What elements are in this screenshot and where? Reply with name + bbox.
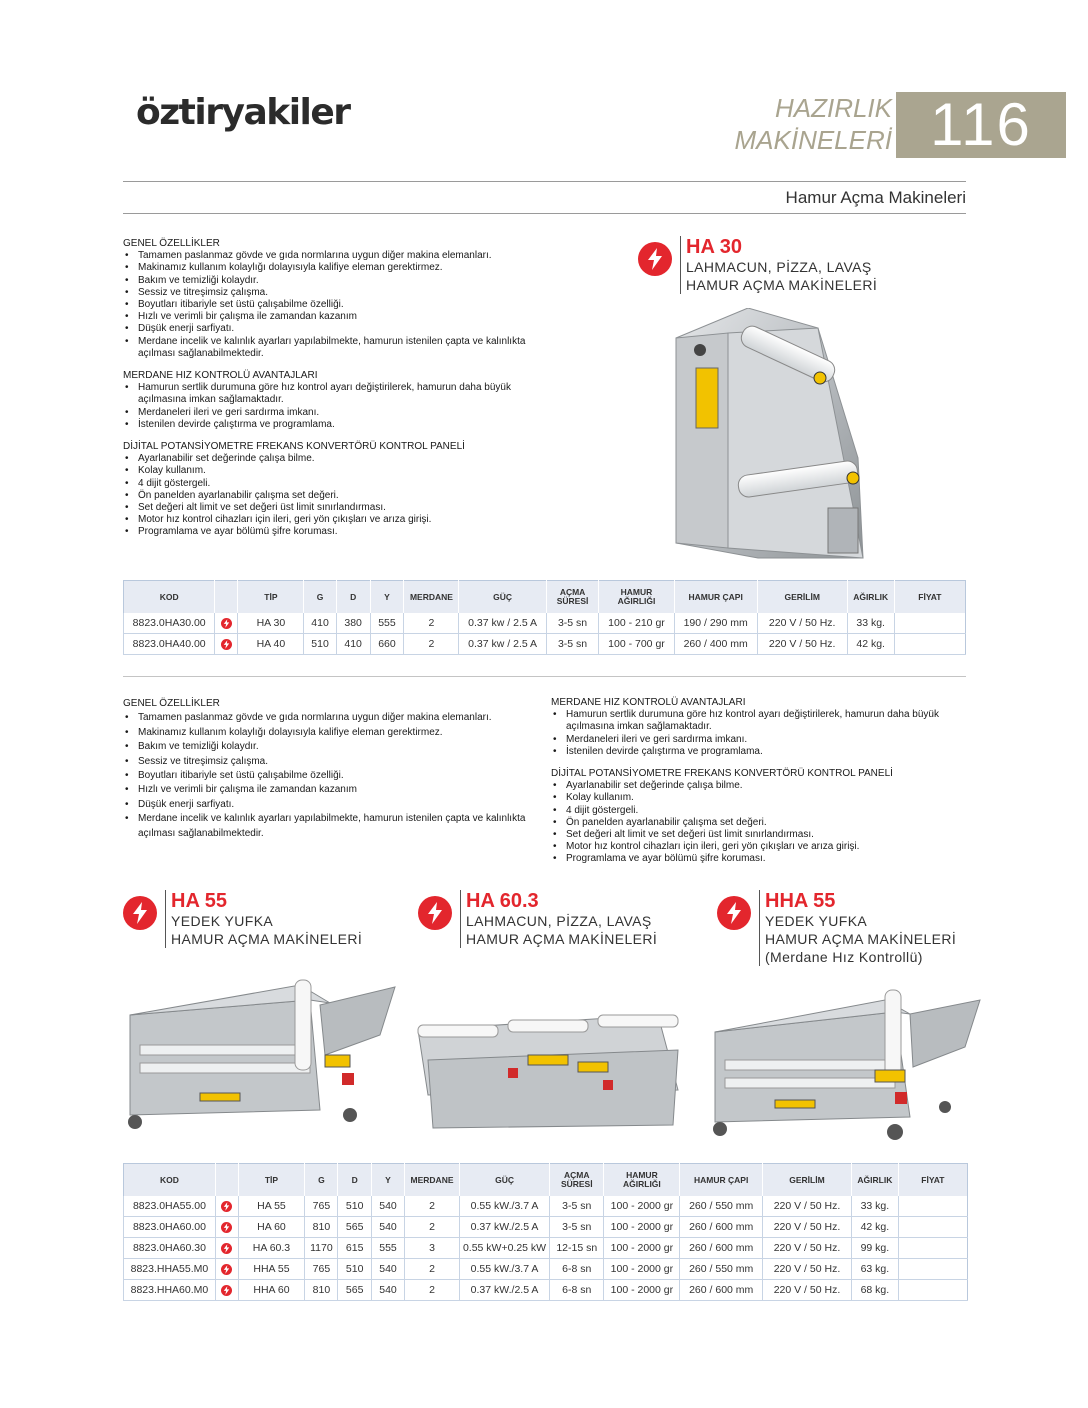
table-cell: 100 - 2000 gr	[604, 1280, 680, 1301]
table-cell: 565	[338, 1280, 371, 1301]
table-header-cell	[215, 1164, 238, 1197]
product-line-1: YEDEK YUFKA	[171, 913, 274, 929]
general-features-title: GENEL ÖZELLİKLER	[123, 238, 220, 249]
feature-item: • Merdane incelik ve kalınlık ayarları yapılabilmekte, hamurun istenilen çapta ve kalınlıkta açılması sağlanabilmektedir.	[123, 812, 543, 841]
lightning-icon	[221, 618, 232, 629]
table-cell: 8823.0HA60.30	[124, 1238, 216, 1259]
feature-item: • Tamamen paslanmaz gövde ve gıda normlarına uygun diğer makina elemanları.	[123, 250, 543, 262]
machine-image-ha60-3	[408, 1000, 698, 1140]
table-cell: 220 V / 50 Hz.	[762, 1238, 851, 1259]
table-header-cell: G	[304, 581, 336, 614]
table-cell: 510	[304, 634, 336, 655]
table-cell	[898, 1217, 967, 1238]
feature-item: • Hamurun sertlik durumuna göre hız kontrol ayarı değiştirilerek, hamurun daha büyük açılmasına imkan sağlamaktadır.	[551, 709, 951, 733]
table-cell: 540	[371, 1259, 404, 1280]
divider	[123, 213, 966, 214]
brand-logo: öztiryakiler	[136, 92, 350, 133]
table-cell: 2	[404, 634, 459, 655]
table-cell: HA 55	[238, 1196, 305, 1217]
table-header-cell: TİP	[238, 581, 304, 614]
page-number: 116	[896, 92, 1066, 158]
table-cell	[898, 1259, 967, 1280]
general-features-list	[123, 250, 543, 360]
table-cell: 8823.HHA60.M0	[124, 1280, 216, 1301]
feature-item: • Kolay kullanım.	[551, 792, 951, 804]
table-cell: 540	[371, 1280, 404, 1301]
product-heading-ha55	[123, 890, 362, 948]
table-cell: 3-5 sn	[546, 613, 599, 634]
table-cell: 555	[371, 1238, 404, 1259]
feature-item: • Makinamız kullanım kolaylığı dolayısıyla kalifiye eleman gerektirmez.	[123, 726, 543, 740]
table-cell: 380	[336, 613, 370, 634]
table-cell	[215, 1217, 238, 1238]
product-code: HA 60.3	[466, 890, 539, 912]
product-line-1: YEDEK YUFKA	[765, 913, 868, 929]
category-line-1: HAZIRLIK	[774, 93, 892, 123]
table-cell: HA 60.3	[238, 1238, 305, 1259]
table-row	[124, 613, 966, 634]
table-cell	[215, 1280, 238, 1301]
table-cell: 6-8 sn	[550, 1280, 604, 1301]
table-cell: HA 40	[238, 634, 304, 655]
bottom-right-features	[551, 697, 951, 876]
product-heading-ha60-3	[418, 890, 657, 948]
feature-item: • Merdaneleri ileri ve geri sardırma imkanı.	[551, 734, 951, 746]
table-cell: 260 / 600 mm	[680, 1217, 763, 1238]
table-cell: 765	[305, 1259, 338, 1280]
table-header-cell: GERİLİM	[762, 1164, 851, 1197]
table-cell	[898, 1196, 967, 1217]
table-cell: 3-5 sn	[550, 1196, 604, 1217]
table-cell: 63 kg.	[852, 1259, 899, 1280]
table-cell: 410	[336, 634, 370, 655]
table-cell: 99 kg.	[852, 1238, 899, 1259]
table-header-cell: KOD	[124, 1164, 216, 1197]
table-cell	[215, 1238, 238, 1259]
table-header-cell: GERİLİM	[757, 581, 847, 614]
table-header-cell: GÜÇ	[459, 581, 546, 614]
table-cell	[215, 1259, 238, 1280]
table-cell: 540	[371, 1196, 404, 1217]
table-cell: 260 / 600 mm	[680, 1238, 763, 1259]
table-header-cell: D	[336, 581, 370, 614]
feature-item: • 4 dijit göstergeli.	[123, 478, 543, 490]
table-cell: 6-8 sn	[550, 1259, 604, 1280]
feature-item: • Bakım ve temizliği kolaydır.	[123, 275, 543, 287]
table-cell: 0.37 kW./2.5 A	[459, 1280, 549, 1301]
table-cell: 260 / 550 mm	[680, 1196, 763, 1217]
table-cell: 765	[305, 1196, 338, 1217]
table-cell: 100 - 2000 gr	[604, 1217, 680, 1238]
feature-item: • Ayarlanabilir set değerinde çalışa bilme.	[551, 780, 951, 792]
lightning-icon	[717, 896, 751, 930]
table-cell: 810	[305, 1280, 338, 1301]
feature-item: • Sessiz ve titreşimsiz çalışma.	[123, 755, 543, 769]
section-title: Hamur Açma Makineleri	[785, 188, 966, 207]
table-cell: HA 30	[238, 613, 304, 634]
lightning-icon	[221, 1264, 232, 1275]
bottom-general-features	[123, 697, 543, 851]
table-cell: 540	[371, 1217, 404, 1238]
feature-item: • Ön panelden ayarlanabilir çalışma set değeri.	[551, 817, 951, 829]
category-line-2: MAKİNELERİ	[734, 125, 892, 155]
table-header-cell: FİYAT	[898, 1164, 967, 1197]
table-cell: 220 V / 50 Hz.	[762, 1280, 851, 1301]
feature-item: • Hızlı ve verimli bir çalışma ile zamandan kazanım	[123, 783, 543, 797]
feature-item: • Bakım ve temizliği kolaydır.	[123, 740, 543, 754]
feature-item: • Sessiz ve titreşimsiz çalışma.	[123, 287, 543, 299]
table-cell: 100 - 700 gr	[599, 634, 674, 655]
table-cell: 8823.HHA55.M0	[124, 1259, 216, 1280]
product-line-1: LAHMACUN, PİZZA, LAVAŞ	[466, 913, 652, 929]
table-cell: 565	[338, 1217, 371, 1238]
lightning-icon	[221, 639, 232, 650]
product-code: HHA 55	[765, 890, 836, 912]
top-features	[123, 238, 543, 549]
table-cell	[894, 613, 965, 634]
table-header-cell: AÇMA SÜRESİ	[546, 581, 599, 614]
table-cell: 2	[405, 1217, 460, 1238]
divider	[123, 181, 966, 182]
table-cell: 8823.0HA60.00	[124, 1217, 216, 1238]
table-cell: 260 / 550 mm	[680, 1259, 763, 1280]
table-cell: 68 kg.	[852, 1280, 899, 1301]
table-cell	[215, 1196, 238, 1217]
table-cell: 2	[405, 1259, 460, 1280]
table-row	[124, 634, 966, 655]
table-cell: 42 kg.	[852, 1217, 899, 1238]
table-header-cell: AĞIRLIK	[847, 581, 894, 614]
digital-panel-list	[123, 453, 543, 538]
table-cell: 100 - 210 gr	[599, 613, 674, 634]
spec-table-1	[123, 580, 966, 655]
feature-item: • Boyutları itibariyle set üstü çalışabilme özelliği.	[123, 299, 543, 311]
table-cell: 510	[338, 1196, 371, 1217]
product-heading-hha55	[717, 890, 956, 966]
table-cell: 2	[404, 613, 459, 634]
general-features-list	[123, 711, 543, 841]
table-header-cell: G	[305, 1164, 338, 1197]
table-cell: 220 V / 50 Hz.	[762, 1259, 851, 1280]
table-cell: 2	[405, 1280, 460, 1301]
feature-item: • Programlama ve ayar bölümü şifre koruması.	[551, 853, 951, 865]
product-line-2: HAMUR AÇMA MAKİNELERİ	[686, 277, 878, 293]
table-header-cell: KOD	[124, 581, 215, 614]
feature-item: • Merdane incelik ve kalınlık ayarları yapılabilmekte, hamurun istenilen çapta ve kalınlıkta açılması sağlanabilmektedir.	[123, 336, 543, 360]
table-header-cell: HAMUR AĞIRLIĞI	[599, 581, 674, 614]
feature-item: • Hamurun sertlik durumuna göre hız kontrol ayarı değiştirilerek, hamurun daha büyük açılmasına imkan sağlamaktadır.	[123, 382, 543, 406]
feature-item: • Ayarlanabilir set değerinde çalışa bilme.	[123, 453, 543, 465]
table-header-cell	[215, 581, 238, 614]
table-cell: 0.55 kW./3.7 A	[459, 1259, 549, 1280]
speed-control-list	[123, 382, 543, 431]
table-cell: 660	[370, 634, 404, 655]
table-cell: 220 V / 50 Hz.	[762, 1217, 851, 1238]
divider	[123, 676, 966, 677]
lightning-icon	[221, 1285, 232, 1296]
table-header-cell: D	[338, 1164, 371, 1197]
table-cell: 220 V / 50 Hz.	[757, 613, 847, 634]
spec-table-2	[123, 1163, 968, 1301]
feature-item: • Düşük enerji sarfiyatı.	[123, 323, 543, 335]
digital-panel-title: DİJİTAL POTANSİYOMETRE FREKANS KONVERTÖRÜ KONTROL PANELİ	[123, 441, 465, 453]
table-cell: HA 60	[238, 1217, 305, 1238]
table-cell: 8823.0HA55.00	[124, 1196, 216, 1217]
table-cell: 3-5 sn	[546, 634, 599, 655]
feature-item: • İstenilen devirde çalıştırma ve programlama.	[551, 746, 951, 758]
machine-image-ha55	[120, 975, 400, 1135]
table-header-cell: Y	[371, 1164, 404, 1197]
product-line-2: HAMUR AÇMA MAKİNELERİ	[765, 931, 957, 947]
table-cell: HHA 60	[238, 1280, 305, 1301]
product-code: HA 30	[686, 236, 742, 258]
table-cell: 12-15 sn	[550, 1238, 604, 1259]
table-cell: 510	[338, 1259, 371, 1280]
table-cell: HHA 55	[238, 1259, 305, 1280]
table-cell: 42 kg.	[847, 634, 894, 655]
table-cell: 3	[405, 1238, 460, 1259]
feature-item: • 4 dijit göstergeli.	[551, 805, 951, 817]
general-features-title: GENEL ÖZELLİKLER	[123, 698, 220, 709]
table-row	[124, 1259, 968, 1280]
table-cell	[215, 634, 238, 655]
product-line-2: HAMUR AÇMA MAKİNELERİ	[466, 931, 658, 947]
machine-image-ha30	[668, 308, 878, 568]
table-cell: 555	[370, 613, 404, 634]
table-row	[124, 1196, 968, 1217]
table-cell: 33 kg.	[852, 1196, 899, 1217]
speed-control-title: MERDANE HIZ KONTROLÜ AVANTAJLARI	[123, 370, 318, 382]
product-heading-ha30	[638, 236, 877, 294]
lightning-icon	[418, 896, 452, 930]
table-header-cell: HAMUR ÇAPI	[674, 581, 757, 614]
table-cell: 0.37 kw / 2.5 A	[459, 613, 546, 634]
table-cell: 8823.0HA30.00	[124, 613, 215, 634]
product-line-3: (Merdane Hız Kontrollü)	[765, 949, 923, 965]
table-cell	[898, 1238, 967, 1259]
table-cell: 260 / 600 mm	[680, 1280, 763, 1301]
table-cell: 190 / 290 mm	[674, 613, 757, 634]
table-cell: 3-5 sn	[550, 1217, 604, 1238]
feature-item: • Set değeri alt limit ve set değeri üst limit sınırlandırması.	[551, 829, 951, 841]
feature-item: • Düşük enerji sarfiyatı.	[123, 798, 543, 812]
category-title	[735, 92, 893, 156]
machine-image-hha55	[705, 982, 985, 1142]
table-cell: 1170	[305, 1238, 338, 1259]
table-cell: 0.37 kw / 2.5 A	[459, 634, 546, 655]
table-cell: 2	[405, 1196, 460, 1217]
feature-item: • Kolay kullanım.	[123, 465, 543, 477]
lightning-icon	[221, 1222, 232, 1233]
lightning-icon	[221, 1201, 232, 1212]
table-header-cell: TİP	[238, 1164, 305, 1197]
digital-panel-title: DİJİTAL POTANSİYOMETRE FREKANS KONVERTÖRÜ KONTROL PANELİ	[551, 768, 893, 780]
product-line-1: LAHMACUN, PİZZA, LAVAŞ	[686, 259, 872, 275]
feature-item: • Motor hız kontrol cihazları için ileri, geri yön çıkışları ve arıza girişi.	[551, 841, 951, 853]
table-row	[124, 1280, 968, 1301]
table-cell	[894, 634, 965, 655]
table-cell: 8823.0HA40.00	[124, 634, 215, 655]
feature-item: • Programlama ve ayar bölümü şifre koruması.	[123, 526, 543, 538]
table-cell: 0.55 kW+0.25 kW	[459, 1238, 549, 1259]
lightning-icon	[221, 1243, 232, 1254]
table-cell: 0.55 kW./3.7 A	[459, 1196, 549, 1217]
feature-item: • Set değeri alt limit ve set değeri üst limit sınırlandırması.	[123, 502, 543, 514]
table-cell	[898, 1280, 967, 1301]
table-header-cell: MERDANE	[405, 1164, 460, 1197]
table-cell: 810	[305, 1217, 338, 1238]
product-line-2: HAMUR AÇMA MAKİNELERİ	[171, 931, 363, 947]
table-header-cell: HAMUR AĞIRLIĞI	[604, 1164, 680, 1197]
table-header-cell: MERDANE	[404, 581, 459, 614]
table-cell: 220 V / 50 Hz.	[762, 1196, 851, 1217]
table-cell: 33 kg.	[847, 613, 894, 634]
table-cell: 100 - 2000 gr	[604, 1259, 680, 1280]
table-cell: 260 / 400 mm	[674, 634, 757, 655]
table-cell	[215, 613, 238, 634]
table-header-cell: AÇMA SÜRESİ	[550, 1164, 604, 1197]
feature-item: • Boyutları itibariyle set üstü çalışabilme özelliği.	[123, 769, 543, 783]
feature-item: • Ön panelden ayarlanabilir çalışma set değeri.	[123, 490, 543, 502]
feature-item: • Hızlı ve verimli bir çalışma ile zamandan kazanım	[123, 311, 543, 323]
table-header-cell: Y	[370, 581, 404, 614]
table-cell: 100 - 2000 gr	[604, 1196, 680, 1217]
table-header-cell: HAMUR ÇAPI	[680, 1164, 763, 1197]
table-cell: 100 - 2000 gr	[604, 1238, 680, 1259]
table-row	[124, 1217, 968, 1238]
feature-item: • Merdaneleri ileri ve geri sardırma imkanı.	[123, 407, 543, 419]
speed-control-title: MERDANE HIZ KONTROLÜ AVANTAJLARI	[551, 697, 746, 708]
table-cell: 615	[338, 1238, 371, 1259]
table-cell: 220 V / 50 Hz.	[757, 634, 847, 655]
feature-item: • Makinamız kullanım kolaylığı dolayısıyla kalifiye eleman gerektirmez.	[123, 262, 543, 274]
lightning-icon	[638, 242, 672, 276]
speed-control-list	[551, 709, 951, 758]
product-code: HA 55	[171, 890, 227, 912]
feature-item: • İstenilen devirde çalıştırma ve programlama.	[123, 419, 543, 431]
table-header-cell: FİYAT	[894, 581, 965, 614]
lightning-icon	[123, 896, 157, 930]
table-cell: 0.37 kW./2.5 A	[459, 1217, 549, 1238]
feature-item: • Tamamen paslanmaz gövde ve gıda normlarına uygun diğer makina elemanları.	[123, 711, 543, 725]
table-header-cell: AĞIRLIK	[852, 1164, 899, 1197]
table-row	[124, 1238, 968, 1259]
digital-panel-list	[551, 780, 951, 865]
table-header-cell: GÜÇ	[459, 1164, 549, 1197]
table-cell: 410	[304, 613, 336, 634]
feature-item: • Motor hız kontrol cihazları için ileri, geri yön çıkışları ve arıza girişi.	[123, 514, 543, 526]
